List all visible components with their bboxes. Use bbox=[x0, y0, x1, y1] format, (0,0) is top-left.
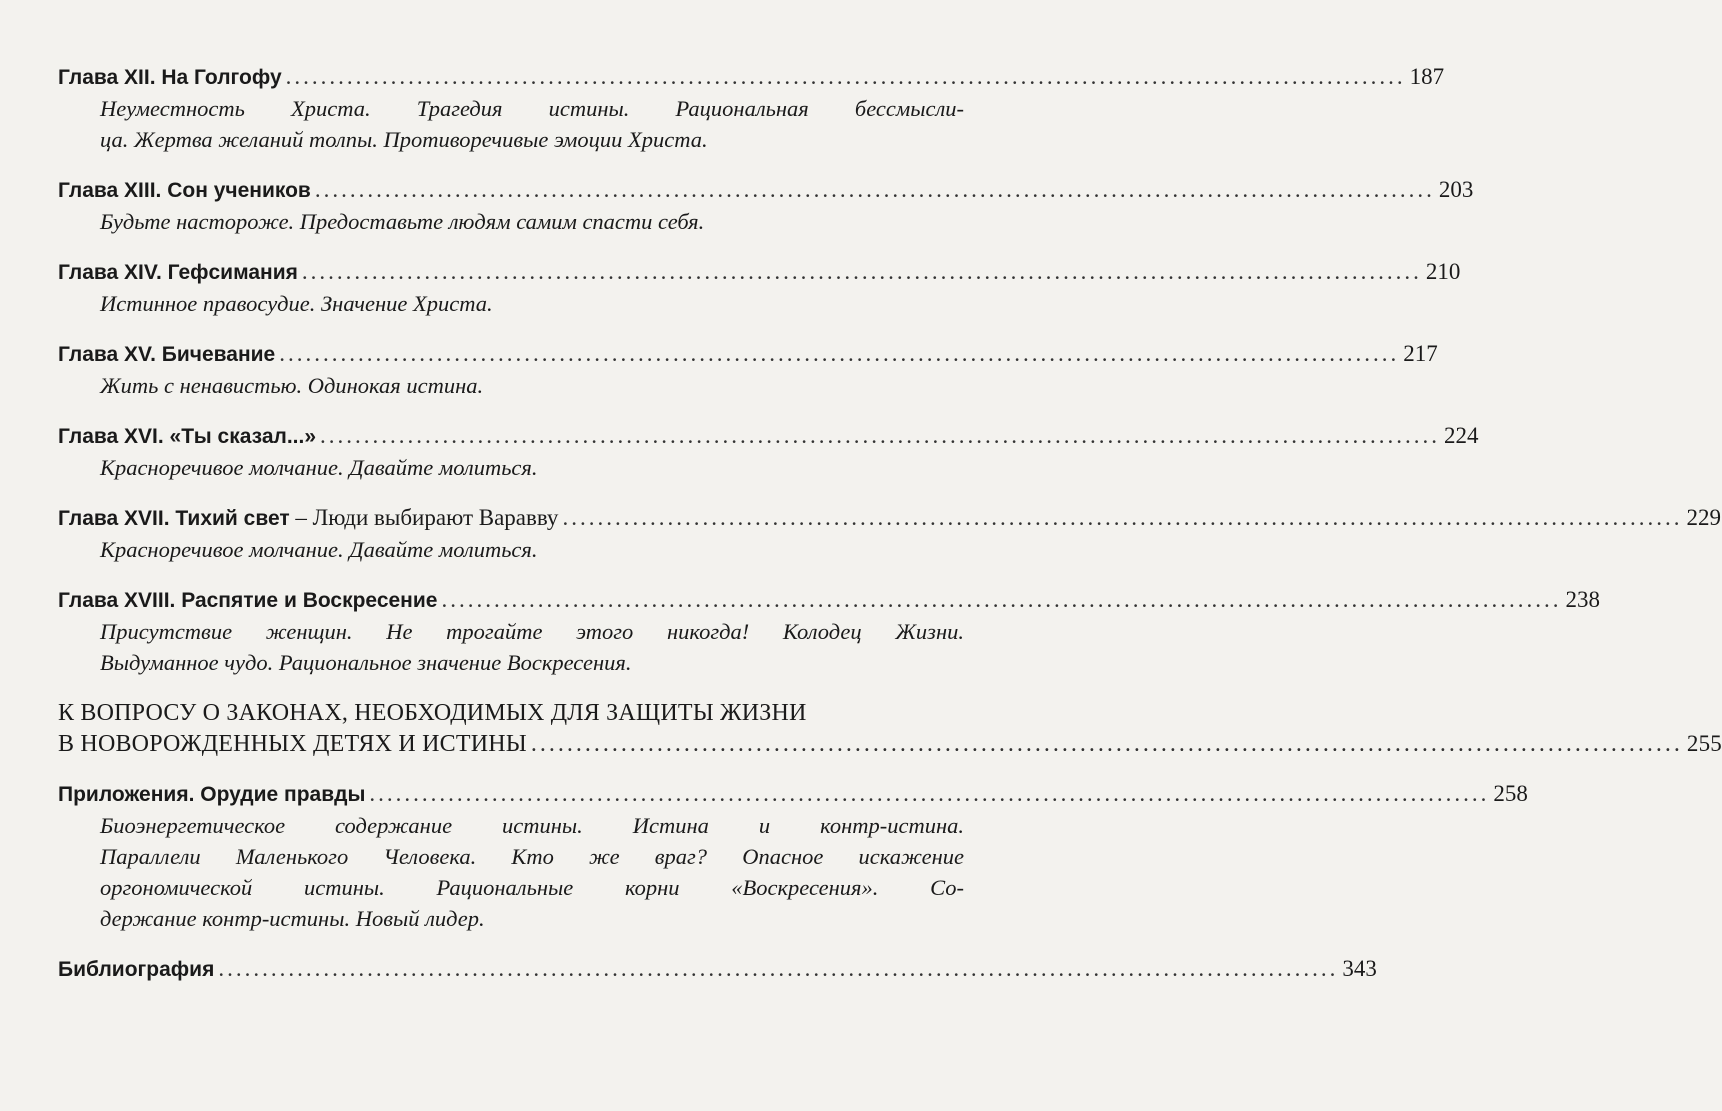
chapter-summary-line: Биоэнергетическое содержание истины. Истина и контр-истина. bbox=[100, 813, 964, 838]
chapter-summary-line: Неуместность Христа. Трагедия истины. Рациональная бессмысли- bbox=[100, 96, 964, 121]
toc-entry-appendix bbox=[58, 779, 1528, 934]
chapter-title bbox=[58, 503, 558, 534]
chapter-summary-line: держание контр-истины. Новый лидер. bbox=[100, 906, 485, 931]
page-number: 229 bbox=[1686, 505, 1721, 530]
page-number: 224 bbox=[1444, 423, 1479, 448]
chapter-title: Глава XVIII. Распятие и Воскресение bbox=[58, 589, 438, 612]
toc-entry-ch12 bbox=[58, 62, 1445, 155]
chapter-summary-line: Жить с ненавистью. Одинокая истина. bbox=[100, 373, 484, 398]
page-number: 217 bbox=[1403, 341, 1438, 366]
leader-dots: ................................................................................................................................ bbox=[441, 587, 1562, 612]
chapter-summary-line: оргономической истины. Рациональные корни «Воскресения». Со- bbox=[100, 875, 964, 900]
chapter-title: Приложения. Орудие правды bbox=[58, 783, 366, 806]
page-number: 203 bbox=[1438, 177, 1474, 202]
section-title-line: В НОВОРОЖДЕННЫХ ДЕТЯХ И ИСТИНЫ bbox=[58, 731, 527, 757]
leader-dots: ................................................................................................................................ bbox=[530, 731, 1683, 757]
section-title-line: К ВОПРОСУ О ЗАКОНАХ, НЕОБХОДИМЫХ ДЛЯ ЗАЩИТЫ ЖИЗНИ bbox=[58, 700, 807, 726]
leader-dots: ................................................................................................................................ bbox=[301, 259, 1422, 284]
leader-dots: ................................................................................................................................ bbox=[562, 505, 1683, 530]
leader-dots: ................................................................................................................................ bbox=[279, 341, 1400, 366]
leader-dots: ................................................................................................................................ bbox=[369, 781, 1490, 806]
chapter-summary-line: Будьте настороже. Предоставьте людям самим спасти себя. bbox=[100, 209, 705, 234]
chapter-title-bold: Глава XVII. Тихий свет bbox=[58, 507, 290, 530]
page-number: 258 bbox=[1493, 781, 1528, 806]
chapter-summary-line: Выдуманное чудо. Рациональное значение Воскресения. bbox=[100, 650, 632, 675]
page-number: 187 bbox=[1409, 64, 1445, 89]
chapter-summary-line: Красноречивое молчание. Давайте молиться. bbox=[100, 455, 538, 480]
toc-entry-ch18 bbox=[58, 585, 1600, 678]
chapter-title: Глава XVI. «Ты сказал...» bbox=[58, 425, 317, 448]
leader-dots: ................................................................................................................................ bbox=[320, 423, 1441, 448]
leader-dots: ................................................................................................................................ bbox=[285, 64, 1406, 89]
toc-entry-ch13 bbox=[58, 175, 1474, 237]
page-number: 255 bbox=[1686, 731, 1722, 756]
toc-entry-ch15 bbox=[58, 339, 1438, 401]
page-number: 210 bbox=[1425, 259, 1461, 284]
chapter-title: Глава XIV. Гефсимания bbox=[58, 261, 298, 284]
leader-dots: ................................................................................................................................ bbox=[314, 177, 1435, 202]
chapter-summary-line: Истинное правосудие. Значение Христа. bbox=[100, 291, 493, 316]
chapter-summary-line: ца. Жертва желаний толпы. Противоречивые эмоции Христа. bbox=[100, 127, 708, 152]
chapter-title-plain: – Люди выбирают Варавву bbox=[289, 505, 559, 530]
chapter-title: Глава XIII. Сон учеников bbox=[58, 179, 311, 202]
table-of-contents bbox=[58, 62, 1722, 1005]
toc-entry-ch14 bbox=[58, 257, 1461, 319]
chapter-title: Глава XII. На Голгофу bbox=[58, 66, 282, 89]
page-number: 343 bbox=[1342, 956, 1377, 981]
chapter-summary-line: Присутствие женщин. Не трогайте этого никогда! Колодец Жизни. bbox=[100, 619, 964, 644]
toc-entry-ch16 bbox=[58, 421, 1479, 483]
page-number: 238 bbox=[1565, 587, 1600, 612]
toc-entry-bibliography bbox=[58, 954, 1377, 985]
chapter-summary-line: Красноречивое молчание. Давайте молиться. bbox=[100, 537, 538, 562]
chapter-title: Глава XV. Бичевание bbox=[58, 343, 276, 366]
leader-dots: ................................................................................................................................ bbox=[218, 956, 1339, 981]
toc-entry-laws bbox=[58, 698, 1722, 759]
chapter-summary-line: Параллели Маленького Человека. Кто же враг? Опасное искажение bbox=[100, 844, 964, 869]
chapter-title: Библиография bbox=[58, 958, 215, 981]
toc-entry-ch17 bbox=[58, 503, 1721, 565]
